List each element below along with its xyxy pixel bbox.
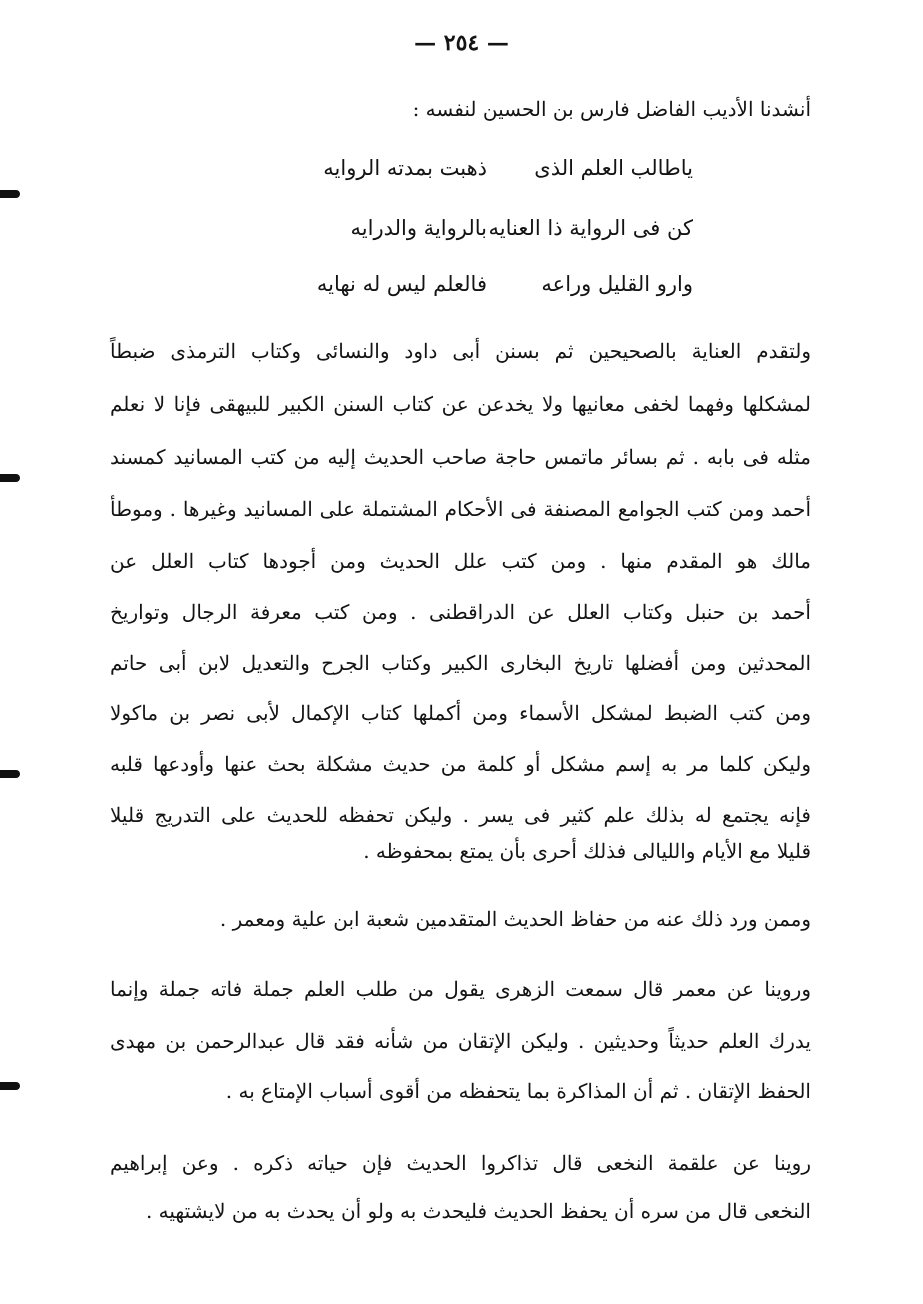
text-line: قليلا مع الأيام والليالى فذلك أحرى بأن يمتع بمحفوظه . bbox=[363, 839, 811, 863]
text-line: أحمد ومن كتب الجوامع المصنفة فى الأحكام المشتملة على المسانيد وغيرها . وموطأ bbox=[110, 497, 811, 521]
text-line: يدرك العلم حديثاً وحديثين . وليكن الإتقان من شأنه فقد قال عبدالرحمن بن مهدى bbox=[110, 1029, 811, 1053]
verse-3-first-hemistich: وارو القليل وراعه bbox=[541, 272, 693, 296]
binding-hole-mark bbox=[0, 1082, 20, 1090]
text-line: أحمد بن حنبل وكتاب العلل عن الدراقطنى . ومن كتب معرفة الرجال وتواريخ bbox=[110, 600, 811, 624]
page-number: — ٢٥٤ — bbox=[414, 30, 509, 56]
text-line: لمشكلها وفهما لخفى معانيها ولا يخدعن عن كتاب السنن الكبير للبيهقى فإنا لا نعلم bbox=[110, 392, 811, 416]
binding-hole-mark bbox=[0, 474, 20, 482]
text-line: وليكن كلما مر به إسم مشكل أو كلمة من حديث مشكلة بحث عنها وأودعها قلبه bbox=[110, 752, 812, 776]
text-line: مالك هو المقدم منها . ومن كتب علل الحديث ومن أجودها كتاب العلل عن bbox=[110, 549, 811, 573]
text-line: فإنه يجتمع له بذلك علم كثير فى يسر . وليكن تحفظه للحديث على التدريج قليلا bbox=[110, 803, 811, 827]
poem-intro: أنشدنا الأديب الفاضل فارس بن الحسين لنفسه : bbox=[412, 97, 811, 121]
verse-2-second-hemistich: بالرواية والدرايه bbox=[350, 216, 487, 240]
text-line: وروينا عن معمر قال سمعت الزهرى يقول من طلب العلم جملة فاته جملة وإنما bbox=[110, 977, 811, 1001]
verse-1-first-hemistich: ياطالب العلم الذى bbox=[534, 156, 693, 180]
binding-hole-mark bbox=[0, 190, 20, 198]
verse-2-first-hemistich: كن فى الرواية ذا العنايه bbox=[488, 216, 693, 240]
text-line: روينا عن علقمة النخعى قال تذاكروا الحديث فإن حياته ذكره . وعن إبراهيم bbox=[110, 1151, 811, 1175]
verse-1-second-hemistich: ذهبت بمدته الروايه bbox=[323, 156, 487, 180]
text-line: ومن كتب الضبط لمشكل الأسماء ومن أكملها كتاب الإكمال لأبى نصر بن ماكولا bbox=[110, 701, 811, 725]
text-line: مثله فى بابه . ثم بسائر ماتمس حاجة صاحب الحديث إليه من كتب المسانيد كمسند bbox=[110, 445, 811, 469]
text-line: ولتقدم العناية بالصحيحين ثم بسنن أبى داود والنسائى وكتاب الترمذى ضبطاً bbox=[110, 339, 811, 363]
text-line: وممن ورد ذلك عنه من حفاظ الحديث المتقدمين شعبة ابن علية ومعمر . bbox=[219, 907, 811, 931]
verse-3-second-hemistich: فالعلم ليس له نهايه bbox=[316, 272, 487, 296]
text-line: الحفظ الإتقان . ثم أن المذاكرة بما يتحفظه من أقوى أسباب الإمتاع به . bbox=[225, 1079, 811, 1103]
binding-hole-mark bbox=[0, 770, 20, 778]
text-line: المحدثين ومن أفضلها تاريخ البخارى الكبير وكتاب الجرح والتعديل لابن أبى حاتم bbox=[110, 651, 811, 675]
text-line: النخعى قال من سره أن يحفظ الحديث فليحدث به ولو أن يحدث به من لايشتهيه . bbox=[145, 1199, 811, 1223]
